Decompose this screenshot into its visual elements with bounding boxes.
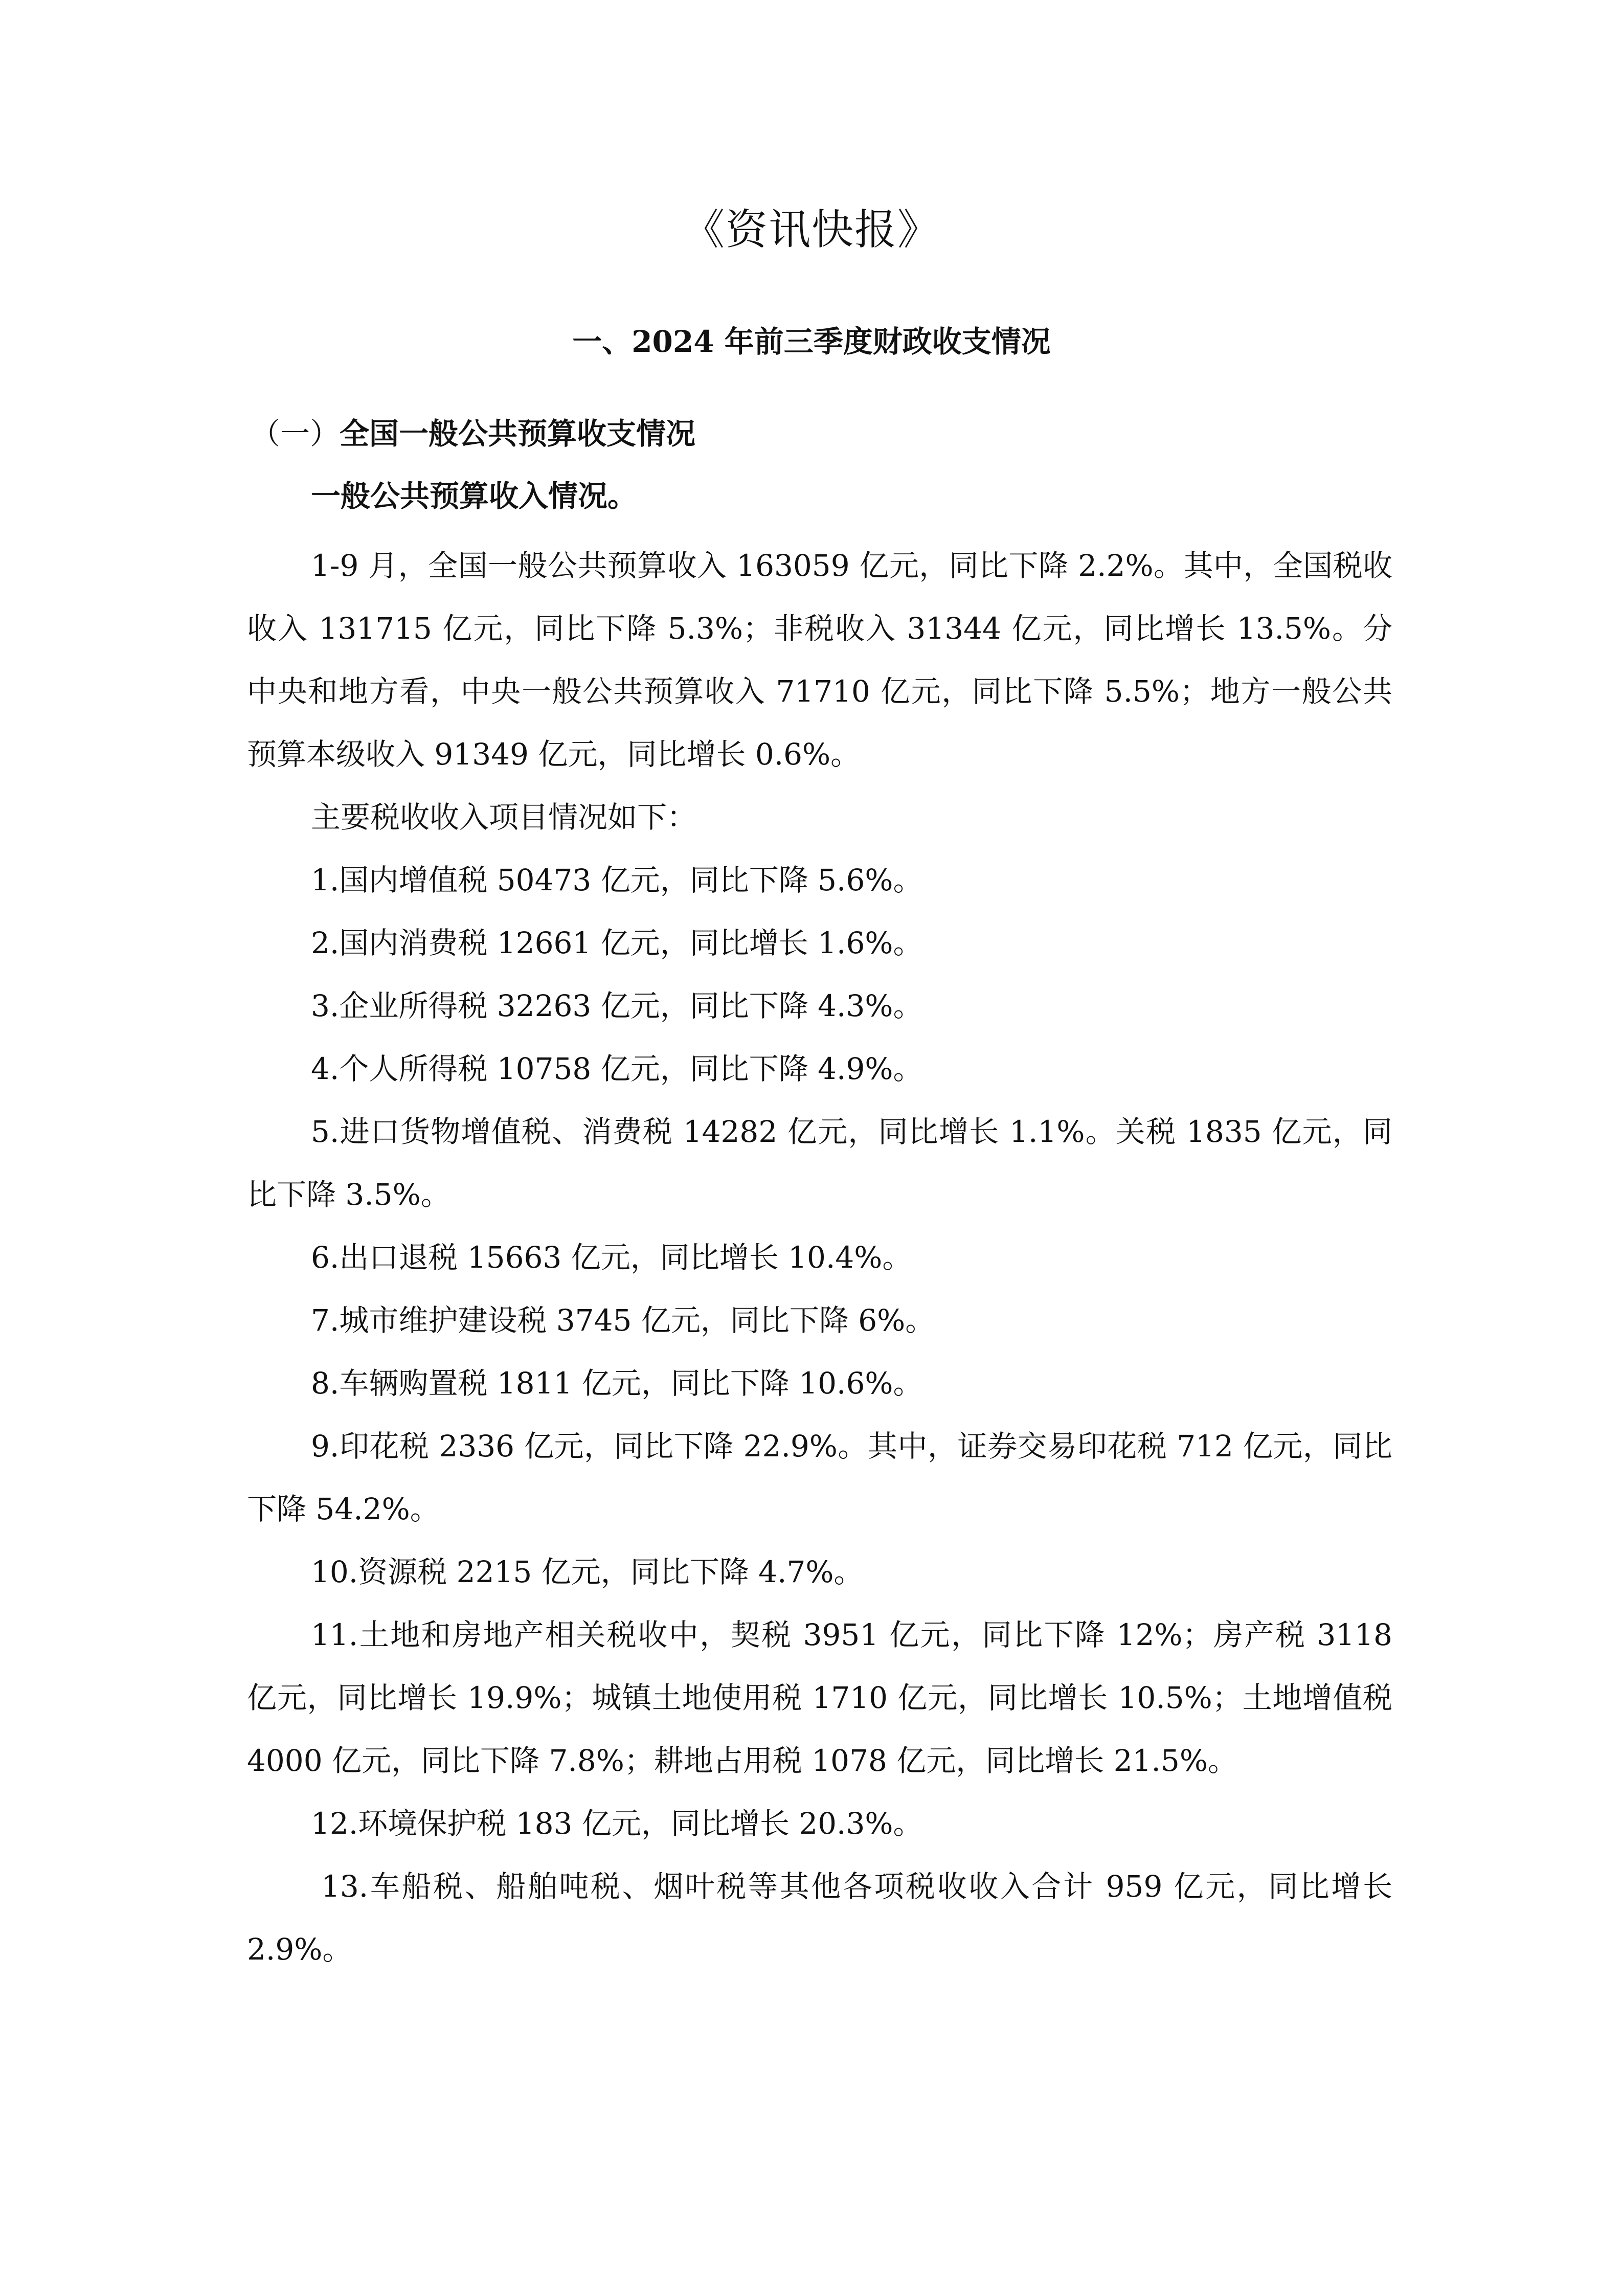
paragraph-revenue-summary: 1-9 月，全国一般公共预算收入 163059 亿元，同比下降 2.2%。其中，全国税收收入 131715 亿元，同比下降 5.3%；非税收入 31344 亿元，同比增长 13.5%。分中央和地方看，中央一般公共预算收入 71710 亿元，同比下降 5.5%；地方一般公共预算本级收入 91349 亿元，同比增长 0.6%。: [247, 548, 1392, 772]
paragraph-item-6: 6.出口退税 15663 亿元，同比增长 10.4%。: [311, 1240, 912, 1275]
paragraph-item-9: 9.印花税 2336 亿元，同比下降 22.9%。其中，证券交易印花税 712 亿元，同比下降 54.2%。: [247, 1429, 1392, 1526]
paragraph-tax-items-intro: 主要税收收入项目情况如下：: [311, 800, 697, 835]
paragraph-item-13: 13.车船税、船舶吨税、烟叶税等其他各项税收收入合计 959 亿元，同比增长 2.9%。: [247, 1869, 1392, 1967]
sub-heading-number: （一）: [251, 416, 340, 451]
paragraph-item-4: 4.个人所得税 10758 亿元，同比下降 4.9%。: [311, 1051, 923, 1086]
section-heading: 一、2024 年前三季度财政收支情况: [572, 324, 1051, 359]
document-title: 《资讯快报》: [682, 206, 940, 254]
paragraph-item-10: 10.资源税 2215 亿元，同比下降 4.7%。: [311, 1555, 864, 1589]
sub-heading: [251, 413, 695, 454]
paragraph-item-1: 1.国内增值税 50473 亿元，同比下降 5.6%。: [311, 863, 923, 897]
paragraph-item-5: 5.进口货物增值税、消费税 14282 亿元，同比增长 1.1%。关税 1835 亿元，同比下降 3.5%。: [247, 1114, 1392, 1212]
paragraph-item-2: 2.国内消费税 12661 亿元，同比增长 1.6%。: [311, 926, 923, 960]
paragraph-item-3: 3.企业所得税 32263 亿元，同比下降 4.3%。: [311, 988, 923, 1023]
paragraph-item-7: 7.城市维护建设税 3745 亿元，同比下降 6%。: [311, 1303, 935, 1338]
sub-sub-heading: 一般公共预算收入情况。: [311, 479, 638, 513]
paragraph-item-11: 11.土地和房地产相关税收中，契税 3951 亿元，同比下降 12%；房产税 3118 亿元，同比增长 19.9%；城镇土地使用税 1710 亿元，同比增长 10.5%；土地增值税 4000 亿元，同比下降 7.8%；耕地占用税 1078 亿元，同比增长 21.5%。: [247, 1617, 1392, 1778]
paragraph-item-8: 8.车辆购置税 1811 亿元，同比下降 10.6%。: [311, 1366, 923, 1401]
sub-heading-text: 全国一般公共预算收支情况: [340, 416, 696, 451]
paragraph-item-12: 12.环境保护税 183 亿元，同比增长 20.3%。: [311, 1806, 923, 1841]
document-body: [247, 534, 1392, 1981]
